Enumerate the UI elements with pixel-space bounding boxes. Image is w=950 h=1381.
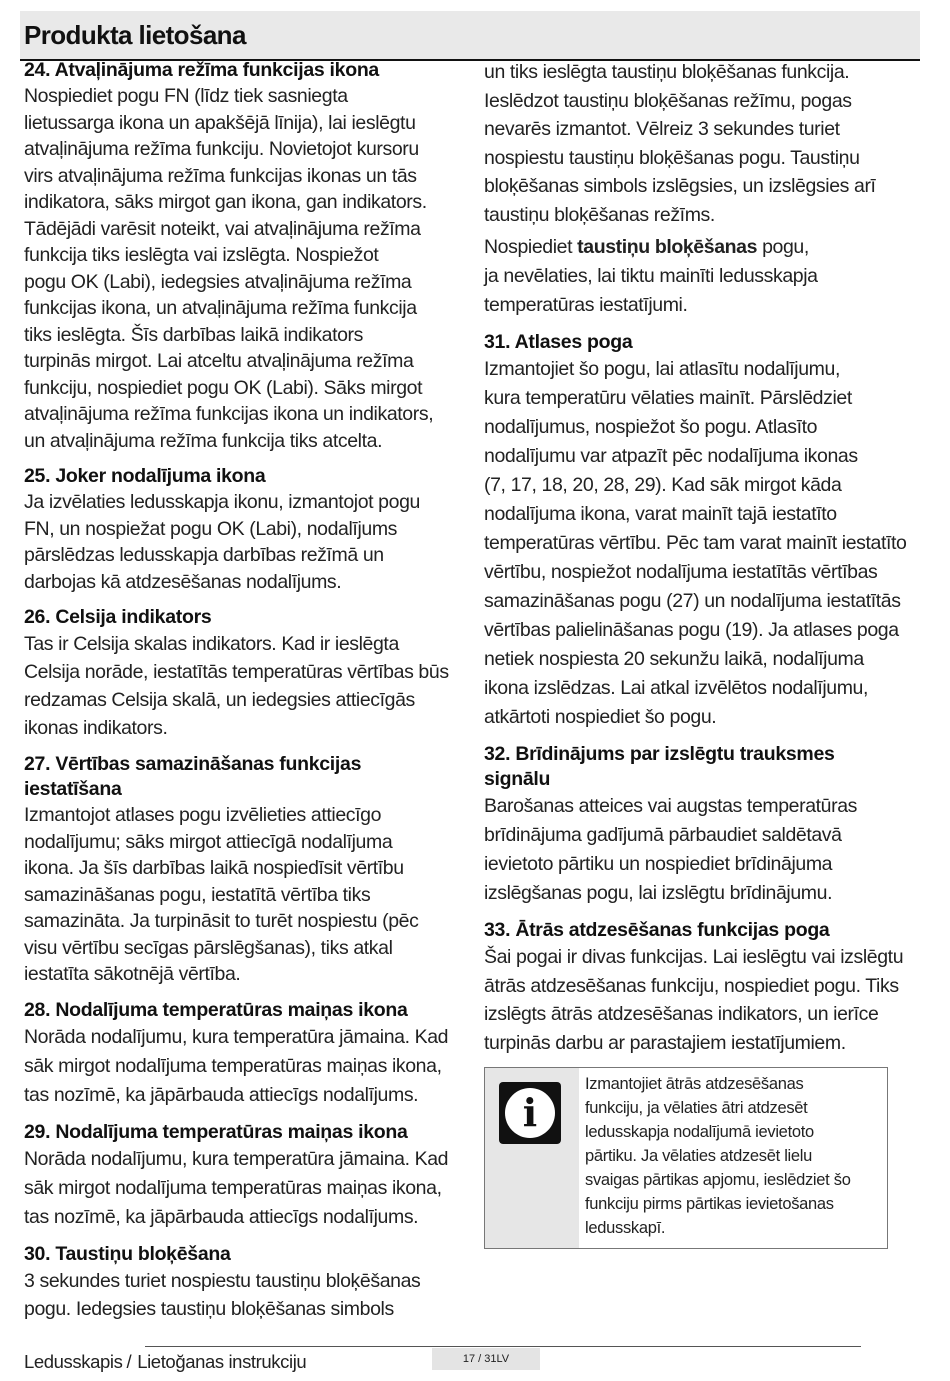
text-line: Ja izvēlaties ledusskapja ikonu, izmantojot pogu bbox=[24, 491, 420, 513]
text-line: Barošanas atteices vai augstas temperatūras bbox=[484, 795, 858, 817]
info-note bbox=[484, 1067, 888, 1249]
text-line: ievietoto pārtiku un nospiediet brīdinājuma bbox=[484, 853, 833, 875]
text-line: pogu OK (Labi), iedegsies atvaļinājuma režīma bbox=[24, 270, 412, 293]
text-line: Norāda nodalījumu, kura temperatūra jāmaina. Kad bbox=[24, 1147, 449, 1170]
text-line: Nospiediet pogu FN (līdz tiek sasniegta bbox=[24, 85, 348, 107]
section-title: 26. Celsija indikators bbox=[24, 606, 212, 628]
text-line: funkcija tiks ieslēgta vai izslēgta. Nospiežot bbox=[24, 244, 379, 266]
right-column bbox=[484, 58, 924, 1249]
text-line: un tiks ieslēgta taustiņu bloķēšanas funkcija. bbox=[484, 61, 850, 83]
section-body bbox=[484, 792, 924, 908]
text-line: funkcijas ikona, un atvaļinājuma režīma funkcija bbox=[24, 297, 417, 319]
text-line: un atvaļinājuma režīma funkcija tiks atcelta. bbox=[24, 429, 383, 452]
section-title: 24. Atvaļinājuma režīma funkcijas ikona bbox=[24, 59, 379, 81]
footer-divider bbox=[145, 1346, 861, 1347]
section-27 bbox=[24, 752, 466, 988]
text-line: nodalījumu; sāks mirgot attiecīgā nodalījuma bbox=[24, 830, 393, 853]
info-note-text bbox=[579, 1068, 887, 1248]
text-line: ātrās atdzesēšanas funkciju, nospiediet pogu. Tiks bbox=[484, 974, 899, 997]
section-title: 28. Nodalījuma temperatūras maiņas ikona bbox=[24, 998, 408, 1021]
text-line: taustiņu bloķēšanas režīms. bbox=[484, 203, 715, 226]
page-header bbox=[20, 11, 920, 61]
text-line: Šai pogai ir divas funkcijas. Lai ieslēgtu vai izslēgtu bbox=[484, 946, 904, 968]
info-icon bbox=[499, 1082, 561, 1144]
text-line: turpinās darbu ar parastajiem iestatījumiem. bbox=[484, 1031, 846, 1054]
text-line: samazināšanas pogu, iestatītā vērtība tiks bbox=[24, 883, 371, 906]
text-line: vērtību, nospiežot nodalījuma iestatītās vērtības bbox=[484, 561, 878, 583]
text-line: atvaļinājuma režīma funkcijas ikona un indikators, bbox=[24, 403, 434, 425]
info-glyph: i bbox=[522, 1090, 538, 1135]
section-title-cont: iestatīšana bbox=[24, 778, 122, 800]
text-line: ja nevēlaties, lai tiktu mainīti ledusskapja bbox=[484, 265, 818, 287]
text-line: Celsija norāde, iestatītās temperatūras vērtības būs bbox=[24, 661, 449, 683]
text-line: 3 sekundes turiet nospiestu taustiņu bloķēšanas bbox=[24, 1269, 421, 1292]
section-31 bbox=[484, 330, 924, 732]
footer-separator: / bbox=[126, 1351, 132, 1372]
text-line: tas nozīmē, ka jāpārbauda attiecīgs nodalījums. bbox=[24, 1083, 419, 1106]
section-body bbox=[484, 943, 924, 1057]
section-body bbox=[484, 58, 924, 229]
text-line: ikona izslēdzas. Lai atkal izvēlētos nodalījumu, bbox=[484, 677, 869, 699]
text-line: (7, 17, 18, 20, 28, 29). Kad sāk mirgot kāda bbox=[484, 474, 842, 496]
section-28 bbox=[24, 998, 466, 1110]
page-title: Produkta lietošana bbox=[24, 20, 246, 50]
section-body bbox=[484, 233, 924, 320]
text-line: izslēgšanas pogu, lai izslēgtu brīdinājumu. bbox=[484, 882, 833, 904]
text-line: sāk mirgot nodalījuma temperatūras maiņas ikona, bbox=[24, 1054, 442, 1077]
section-32 bbox=[484, 742, 924, 908]
section-title: 31. Atlases poga bbox=[484, 331, 633, 353]
text-line: FN, un nospiežat pogu OK (Labi), nodalījums bbox=[24, 517, 398, 540]
text-line: Izmantojiet ātrās atdzesēšanas bbox=[585, 1075, 804, 1093]
text-run: pogu, bbox=[757, 236, 809, 258]
text-line: kura temperatūru vēlaties mainīt. Pārslēdziet bbox=[484, 387, 852, 409]
section-title-cont: signālu bbox=[484, 768, 551, 790]
text-line: funkciju, nospiediet pogu OK (Labi). Sāks mirgot bbox=[24, 376, 423, 399]
text-line: izslēgts ātrās atdzesēšanas indikators, un ierīce bbox=[484, 1003, 879, 1025]
page-number: 17 / 31LV bbox=[432, 1348, 540, 1370]
text-line: svaigas pārtikas apjomu, ieslēdziet šo bbox=[585, 1171, 851, 1189]
text-line: temperatūras iestatījumi. bbox=[484, 294, 688, 316]
section-30 bbox=[24, 1242, 466, 1323]
section-33 bbox=[484, 918, 924, 1057]
section-body bbox=[24, 802, 466, 988]
section-body bbox=[24, 1023, 466, 1110]
text-line: pārtiku. Ja vēlaties atdzesēt lielu bbox=[585, 1147, 813, 1165]
bold-term: taustiņu bloķēšanas bbox=[577, 236, 758, 258]
text-line: darbojas kā atdzesēšanas nodalījums. bbox=[24, 570, 342, 593]
text-line: vērtības palielināšanas pogu (19). Ja atlases poga bbox=[484, 619, 899, 641]
text-line: redzamas Celsija skalā, un iedegsies attiecīgās bbox=[24, 689, 415, 711]
text-line: tiks ieslēgta. Šīs darbības laikā indikators bbox=[24, 323, 363, 346]
text-line: Ieslēdzot taustiņu bloķēšanas režīmu, pogas bbox=[484, 89, 852, 112]
text-line: lietussarga ikona un apakšējā līnija), lai ieslēgtu bbox=[24, 111, 416, 134]
section-26 bbox=[24, 605, 466, 742]
text-line: nevarēs izmantot. Vēlreiz 3 sekundes turiet bbox=[484, 118, 840, 140]
text-line: samazināta. Ja turpināsit to turēt nospiestu (pēc bbox=[24, 910, 419, 932]
footer-manual: Lietoğanas instrukciju bbox=[137, 1351, 307, 1372]
text-line: Tas ir Celsija skalas indikators. Kad ir ieslēgta bbox=[24, 633, 399, 655]
section-body bbox=[24, 489, 466, 595]
section-title: 27. Vērtības samazināšanas funkcijas bbox=[24, 753, 362, 775]
text-line: sāk mirgot nodalījuma temperatūras maiņas ikona, bbox=[24, 1176, 442, 1199]
text-line: tas nozīmē, ka jāpārbauda attiecīgs nodalījums. bbox=[24, 1205, 419, 1228]
left-column bbox=[24, 58, 466, 1323]
text-line: funkciju pirms pārtikas ievietošanas bbox=[585, 1195, 834, 1213]
text-line: bloķēšanas simbols izslēgsies, un izslēgsies arī bbox=[484, 175, 876, 197]
section-25 bbox=[24, 464, 466, 595]
text-line: nodalījuma ikona, varat mainīt tajā iestatīto bbox=[484, 503, 837, 525]
text-line: temperatūras vērtību. Pēc tam varat mainīt iestatīto bbox=[484, 532, 907, 554]
text-line: pogu. Iedegsies taustiņu bloķēšanas simbols bbox=[24, 1297, 394, 1320]
text-line: nodalījumu var atpazīt pēc nodalījuma ikonas bbox=[484, 445, 858, 467]
text-line: Tādējādi varēsit noteikt, vai atvaļinājuma režīma bbox=[24, 217, 421, 240]
section-body bbox=[24, 1267, 466, 1323]
section-body bbox=[24, 1145, 466, 1232]
text-line: Izmantojot atlases pogu izvēlieties attiecīgo bbox=[24, 804, 382, 826]
text-line bbox=[484, 233, 924, 262]
section-title: 32. Brīdinājums par izslēgtu trauksmes bbox=[484, 743, 835, 765]
text-line: pārslēdzas ledusskapja darbības režīmā un bbox=[24, 544, 384, 566]
text-line: turpinās mirgot. Lai atceltu atvaļinājuma režīma bbox=[24, 350, 414, 372]
text-run: Nospiediet bbox=[484, 236, 578, 258]
text-line: virs atvaļinājuma režīma funkcijas ikonas un tās bbox=[24, 164, 417, 187]
section-body bbox=[24, 630, 466, 742]
text-line: nospiestu taustiņu bloķēšanas pogu. Taustiņu bbox=[484, 146, 860, 169]
section-30-continued bbox=[484, 58, 924, 320]
text-line: ikonas indikators. bbox=[24, 717, 168, 739]
text-line: nodalījumus, nospiežot šo pogu. Atlasīto bbox=[484, 416, 818, 438]
footer-product: Ledusskapis bbox=[24, 1351, 123, 1372]
section-24 bbox=[24, 58, 466, 454]
section-body bbox=[24, 83, 466, 454]
text-line: iestatīta sākotnējā vērtība. bbox=[24, 963, 241, 985]
text-line: visu vērtību secīgas pārslēgšanas), tiks atkal bbox=[24, 936, 393, 959]
section-title: 25. Joker nodalījuma ikona bbox=[24, 465, 266, 487]
text-line: atkārtoti nospiediet šo pogu. bbox=[484, 706, 717, 728]
text-line: ledusskapja nodalījumā ievietoto bbox=[585, 1123, 814, 1141]
text-line: Norāda nodalījumu, kura temperatūra jāmaina. Kad bbox=[24, 1025, 449, 1048]
text-line: netiek nospiesta 20 sekunžu laikā, nodalījuma bbox=[484, 648, 864, 670]
text-line: samazināšanas pogu (27) un nodalījuma iestatītās bbox=[484, 590, 901, 612]
section-title: 33. Ātrās atdzesēšanas funkcijas poga bbox=[484, 919, 830, 941]
section-body bbox=[484, 355, 924, 732]
text-line: ledusskapī. bbox=[585, 1219, 666, 1237]
text-line: funkciju, ja vēlaties ātri atdzesēt bbox=[585, 1099, 808, 1117]
text-line: ikona. Ja šīs darbības laikā nospiedīsit vērtību bbox=[24, 857, 404, 879]
section-29 bbox=[24, 1120, 466, 1232]
text-line: brīdinājuma gadījumā pārbaudiet saldētavā bbox=[484, 824, 842, 846]
section-title: 29. Nodalījuma temperatūras maiņas ikona bbox=[24, 1120, 408, 1143]
footer-text bbox=[24, 1351, 306, 1373]
text-line: Izmantojiet šo pogu, lai atlasītu nodalījumu, bbox=[484, 358, 840, 380]
text-line: indikatora, sāks mirgot gan ikona, gan indikators. bbox=[24, 191, 427, 213]
info-icon-box bbox=[485, 1068, 579, 1248]
section-title: 30. Taustiņu bloķēšana bbox=[24, 1242, 231, 1265]
text-line: atvaļinājuma režīma funkciju. Novietojot kursoru bbox=[24, 138, 419, 160]
